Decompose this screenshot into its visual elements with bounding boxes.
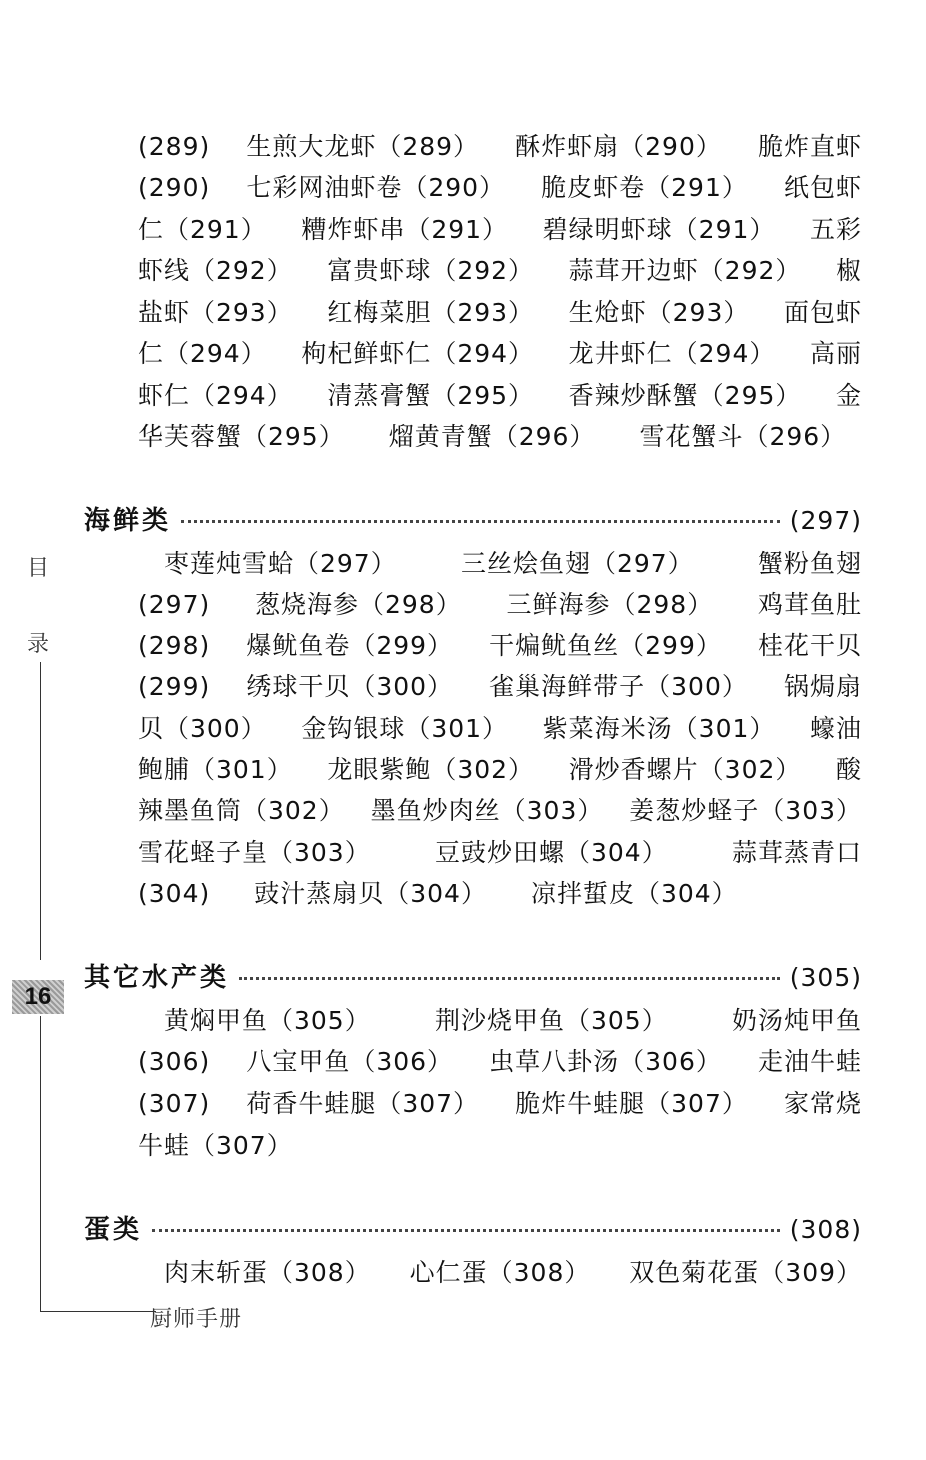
toc-entry: 高丽 (809, 339, 862, 368)
toc-entry: 双色菊花蛋（309） (629, 1258, 862, 1287)
footer-rule (40, 1311, 156, 1312)
toc-entry: 干煸鱿鱼丝（299） (489, 631, 722, 660)
toc-entry: 清蒸膏蟹（295） (327, 381, 535, 410)
section-page-number: (305) (789, 963, 862, 992)
toc-entry: 姜葱炒蛏子（303） (629, 796, 862, 825)
toc-line (138, 712, 862, 748)
toc-entry: (297) (138, 590, 211, 619)
section-heading-seafood (84, 504, 862, 540)
toc-entry: 蟹粉鱼翅 (757, 549, 862, 578)
dot-leader (239, 957, 780, 980)
toc-line (138, 254, 862, 290)
toc-entry: 鸡茸鱼肚 (757, 590, 862, 619)
toc-entry: 脆炸牛蛙腿（307） (515, 1089, 748, 1118)
toc-line (138, 213, 862, 249)
toc-entry: 凉拌蜇皮（304） (530, 879, 738, 908)
toc-entry: 墨鱼炒肉丝（303） (370, 796, 604, 825)
toc-entry: 富贵虾球（292） (327, 256, 535, 285)
toc-entry: 三丝烩鱼翅（297） (460, 549, 694, 578)
toc-entry: 椒 (835, 256, 862, 285)
toc-entry: 绣球干贝（300） (246, 672, 454, 701)
toc-entry: 熘黄青蟹（296） (388, 422, 596, 451)
toc-line (138, 420, 862, 456)
toc-entry: 糟炸虾串（291） (301, 215, 509, 244)
toc-entry: (304) (138, 879, 211, 908)
toc-entry: 生煎大龙虾（289） (246, 132, 480, 161)
toc-entry: 雪花蛏子皇（303） (138, 838, 371, 867)
toc-entry: 仁（294） (138, 339, 267, 368)
toc-line (138, 296, 862, 332)
toc-entry: 酥炸虾扇（290） (515, 132, 722, 161)
toc-entry: 葱烧海参（298） (255, 590, 462, 619)
toc-entry: (290) (138, 173, 211, 202)
toc-entry: 脆炸直虾 (757, 132, 862, 161)
toc-entry: 华芙蓉蟹（295） (138, 422, 345, 451)
toc-entry: 纸包虾 (783, 173, 862, 202)
toc-entry: 雀巢海鲜带子（300） (489, 672, 748, 701)
toc-entry: 桂花干贝 (757, 631, 862, 660)
toc-line (138, 171, 862, 207)
side-label-lu: 录 (27, 632, 50, 657)
toc-entry: (289) (138, 132, 211, 161)
toc-line (138, 753, 862, 789)
toc-entry: 蠔油 (809, 714, 862, 743)
toc-entry: 仁（291） (138, 215, 267, 244)
toc-entry: 虫草八卦汤（306） (489, 1047, 722, 1076)
toc-entry: 家常烧 (783, 1089, 862, 1118)
toc-entry: 生炝虾（293） (568, 298, 750, 327)
page-number-badge: 16 (12, 980, 64, 1014)
toc-entry: 酸 (835, 755, 862, 784)
toc-entry: 香辣炒酥蟹（295） (568, 381, 802, 410)
toc-entry: 三鲜海参（298） (506, 590, 714, 619)
toc-line (138, 379, 862, 415)
toc-line (138, 670, 862, 706)
toc-entry: 鲍脯（301） (138, 755, 293, 784)
toc-entry: 荆沙烧甲鱼（305） (434, 1006, 668, 1035)
toc-line (138, 836, 862, 872)
side-label-mu: 目 (27, 556, 50, 581)
toc-entry: 金 (835, 381, 862, 410)
toc-line (164, 1004, 862, 1040)
toc-entry: 贝（300） (138, 714, 267, 743)
section-title: 蛋类 (84, 1215, 143, 1245)
toc-line (138, 1087, 862, 1123)
toc-entry: 奶汤炖甲鱼 (731, 1006, 862, 1035)
dot-leader (152, 1209, 780, 1232)
toc-entry: 枣莲炖雪蛤（297） (164, 549, 397, 578)
toc-entry: 碧绿明虾球（291） (542, 215, 776, 244)
section-title: 其它水产类 (84, 963, 230, 993)
toc-entry: 黄焖甲鱼（305） (164, 1006, 371, 1035)
toc-entry: 面包虾 (783, 298, 862, 327)
section-page-number: (308) (789, 1215, 862, 1244)
toc-entry: (306) (138, 1047, 211, 1076)
toc-entry: 荷香牛蛙腿（307） (246, 1089, 480, 1118)
toc-entry: 八宝甲鱼（306） (246, 1047, 454, 1076)
section-heading-other-aquatic (84, 961, 862, 997)
toc-entry: 紫菜海米汤（301） (542, 714, 776, 743)
toc-entry: (298) (138, 631, 211, 660)
toc-entry: 锅焗扇 (783, 672, 862, 701)
toc-entry: 枸杞鲜虾仁（294） (301, 339, 535, 368)
toc-entry: (307) (138, 1089, 211, 1118)
toc-entry: 虾线（292） (138, 256, 293, 285)
toc-line (138, 130, 862, 166)
dot-leader (181, 500, 780, 523)
toc-entry: 牛蛙（307） (138, 1131, 293, 1160)
toc-entry: 滑炒香螺片（302） (568, 755, 802, 784)
toc-entry: 豆豉炒田螺（304） (434, 838, 668, 867)
toc-line (138, 1129, 862, 1165)
toc-line (164, 1256, 862, 1292)
toc-entry: 蒜茸开边虾（292） (568, 256, 802, 285)
margin-rule (40, 1016, 41, 1312)
toc-line (138, 794, 862, 830)
margin-rule (40, 662, 41, 960)
toc-entry: 龙井虾仁（294） (568, 339, 776, 368)
toc-line (138, 629, 862, 665)
section-title: 海鲜类 (84, 506, 172, 536)
toc-entry: 肉末斩蛋（308） (164, 1258, 371, 1287)
section-page-number: (297) (789, 506, 862, 535)
toc-entry: 盐虾（293） (138, 298, 293, 327)
toc-line (138, 877, 862, 913)
toc-entry: 红梅菜胆（293） (327, 298, 535, 327)
toc-entry: 蒜茸蒸青口 (731, 838, 862, 867)
toc-line (138, 588, 862, 624)
toc-entry: 脆皮虾卷（291） (541, 173, 748, 202)
book-title-footer: 厨师手册 (150, 1307, 243, 1332)
toc-entry: 辣墨鱼筒（302） (138, 796, 345, 825)
toc-entry: 豉汁蒸扇贝（304） (254, 879, 487, 908)
toc-entry: 龙眼紫鲍（302） (327, 755, 535, 784)
toc-entry: 心仁蛋（308） (409, 1258, 591, 1287)
toc-line (138, 337, 862, 373)
toc-entry: 五彩 (809, 215, 862, 244)
toc-line (138, 1045, 862, 1081)
toc-entry: 走油牛蛙 (757, 1047, 862, 1076)
toc-entry: 虾仁（294） (138, 381, 293, 410)
toc-entry: 雪花蟹斗（296） (639, 422, 847, 451)
toc-entry: 七彩网油虾卷（290） (246, 173, 506, 202)
toc-line (164, 547, 862, 583)
toc-entry: 金钩银球（301） (301, 714, 509, 743)
toc-entry: (299) (138, 672, 211, 701)
section-heading-eggs (84, 1213, 862, 1249)
toc-entry: 爆鱿鱼卷（299） (246, 631, 454, 660)
